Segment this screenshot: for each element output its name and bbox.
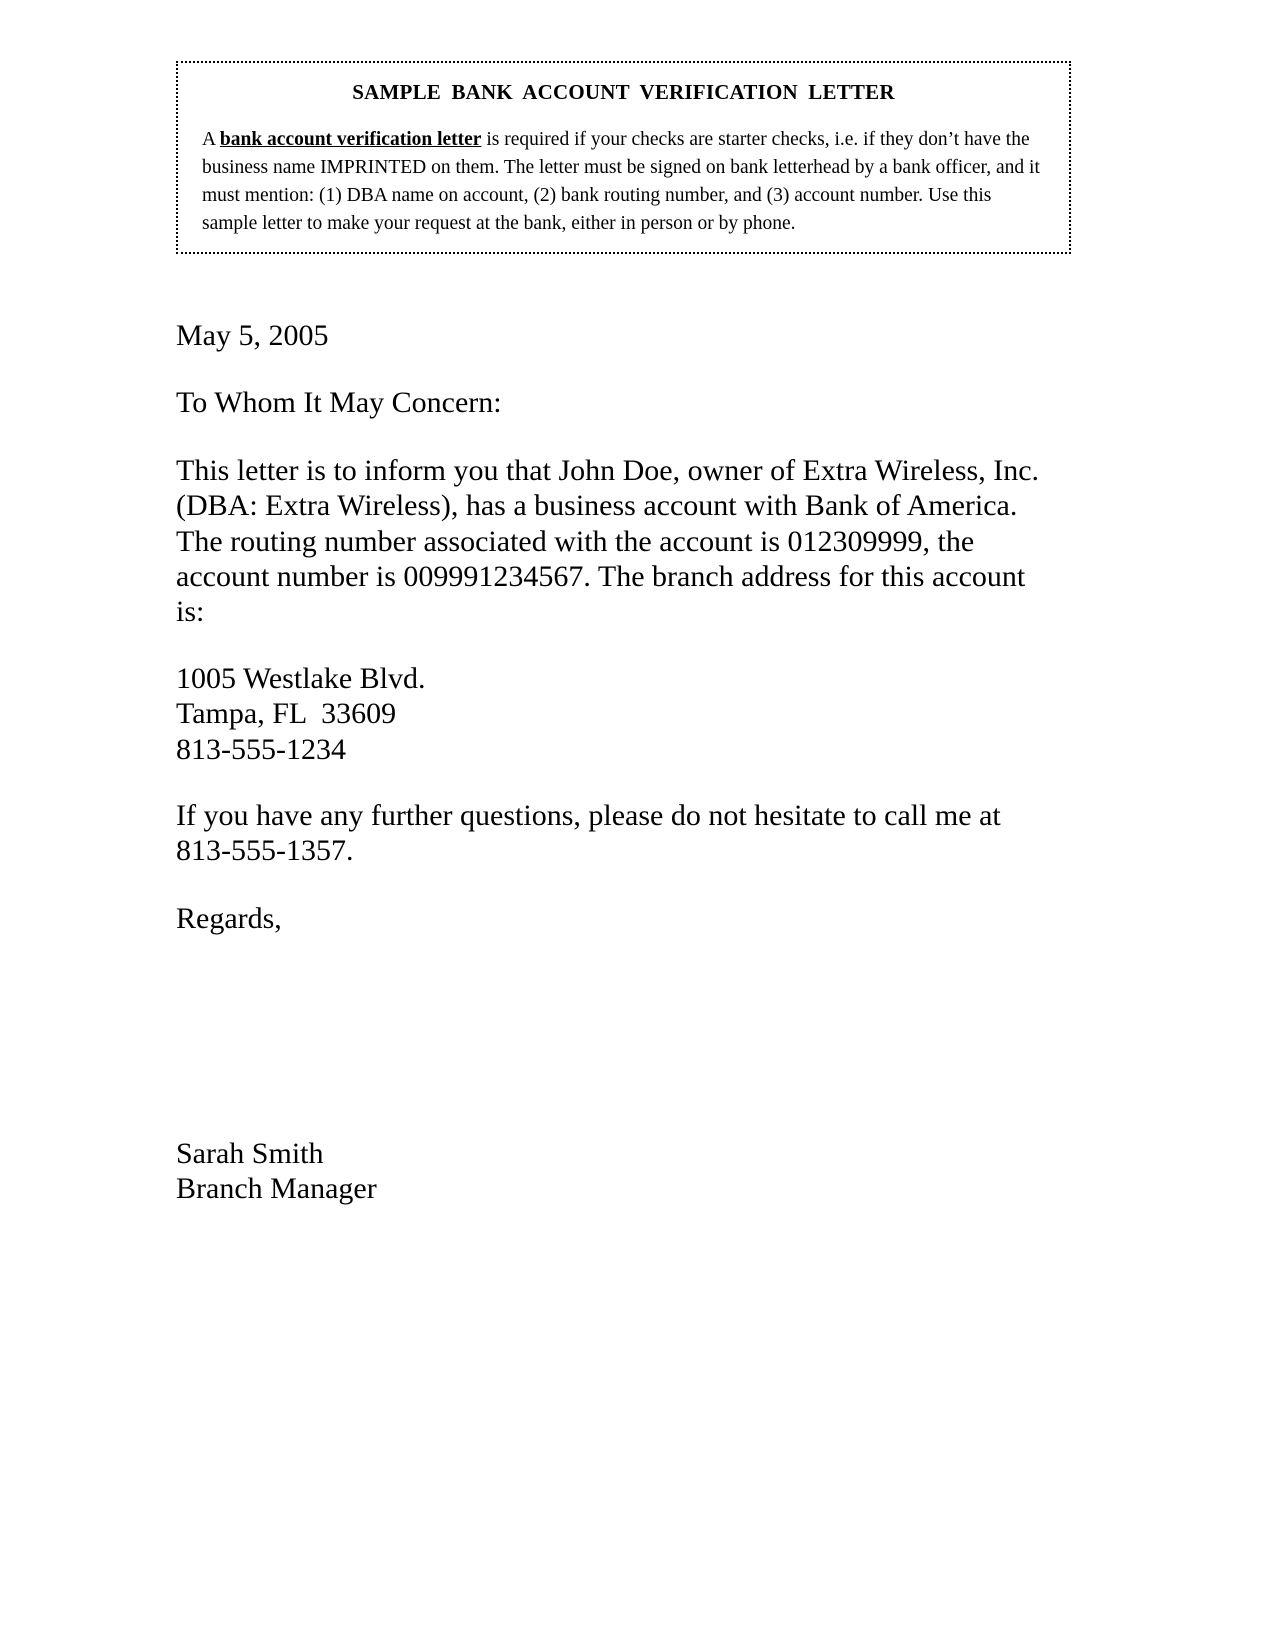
branch-address-city-state-zip: Tampa, FL 33609 xyxy=(176,697,397,731)
branch-address-street: 1005 Westlake Blvd. xyxy=(176,661,426,695)
spacer-before-regards xyxy=(176,869,1056,901)
spacer-after-body xyxy=(176,630,1056,661)
signer-name: Sarah Smith xyxy=(176,1137,324,1171)
spacer-after-date xyxy=(176,353,1056,385)
letter-date: May 5, 2005 xyxy=(176,319,329,352)
branch-address-block xyxy=(176,661,1056,767)
signature-space xyxy=(176,936,1056,1136)
letter-closing-paragraph: If you have any further questions, please do not hesitate to call me at 813-555-1357. xyxy=(176,798,1001,868)
letter-body-paragraph: This letter is to inform you that John Doe, owner of Extra Wireless, Inc. (DBA: Extra Wireless), has a business account with Bank of America. The routing number associated with the account is 012309999, the account number is 009991234567. The branch address for this account is: xyxy=(176,453,1040,629)
notice-text-lead: A xyxy=(202,129,220,151)
signature-block xyxy=(176,1136,1056,1207)
notice-body xyxy=(192,126,1055,238)
branch-address-phone: 813-555-1234 xyxy=(176,732,346,766)
notice-text-rest: is required if your checks are starter checks, i.e. if they don’t have the business name IMPRINTED on them. The letter must be signed on bank letterhead by a bank officer, and it must mention: (1) DBA name on account, (2) bank routing number, and (3) account number. Use this sample letter to make your request at the bank, either in person or by phone. xyxy=(202,129,1040,234)
notice-emphasis-phrase: bank account verification letter xyxy=(219,129,482,151)
notice-box xyxy=(176,61,1071,254)
spacer-after-salutation xyxy=(176,421,1056,453)
spacer-after-address xyxy=(176,767,1056,798)
signer-title: Branch Manager xyxy=(176,1172,377,1206)
notice-title: SAMPLE BANK ACCOUNT VERIFICATION LETTER xyxy=(352,80,895,104)
letter-content xyxy=(176,318,1056,1207)
letter-regards: Regards, xyxy=(176,901,282,935)
letter-salutation: To Whom It May Concern: xyxy=(176,386,502,420)
